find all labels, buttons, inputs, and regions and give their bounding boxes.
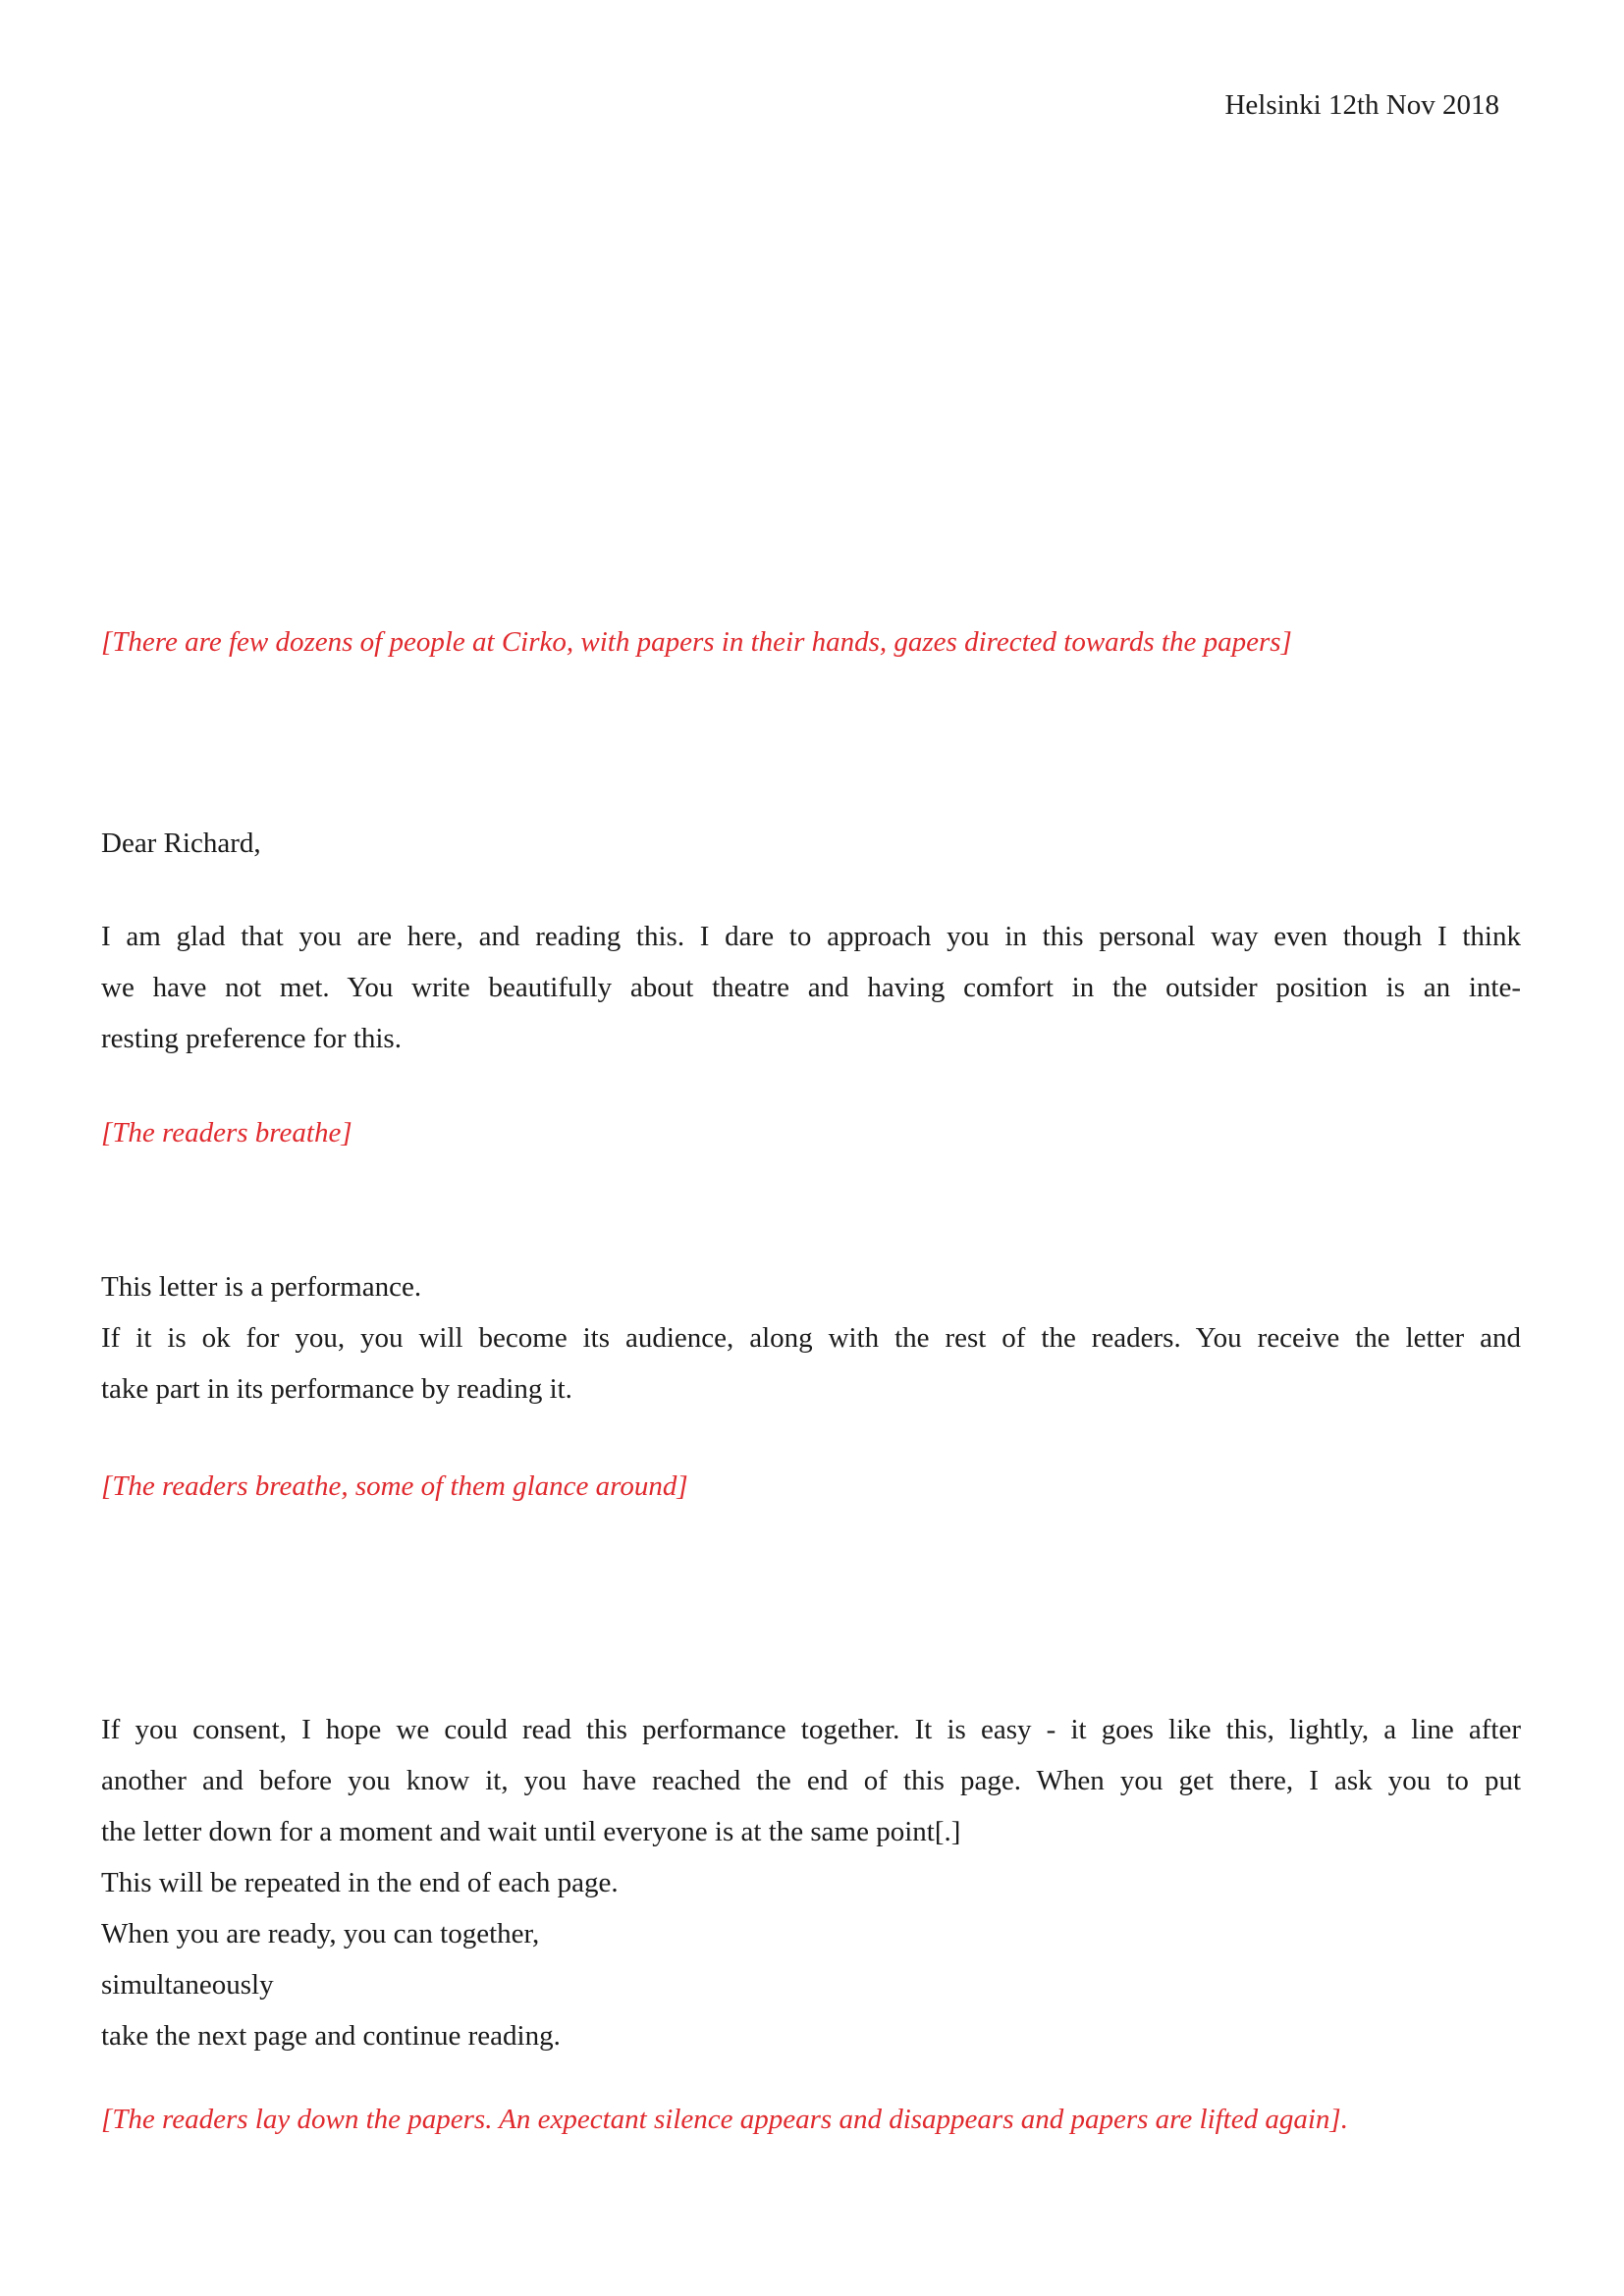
paragraph-line: take the next page and continue reading. (101, 2020, 561, 2052)
paragraph-line: take part in its performance by reading it. (101, 1373, 572, 1405)
paragraph-line: If it is ok for you, you will become its audience, along with the rest of the readers. You receive the letter and (101, 1322, 1521, 1354)
paragraph-line: another and before you know it, you have reached the end of this page. When you get there, I ask you to put (101, 1765, 1521, 1796)
stage-direction-closing: [The readers lay down the papers. An expectant silence appears and disappears and papers are lifted again]. (101, 2104, 1348, 2135)
salutation: Dear Richard, (101, 828, 261, 859)
paragraph-line: This letter is a performance. (101, 1271, 422, 1303)
stage-direction-breathe: [The readers breathe] (101, 1117, 352, 1148)
paragraph-intro (101, 911, 1521, 1064)
paragraph-line: simultaneously (101, 1969, 274, 2001)
paragraph-performance (101, 1261, 1521, 1415)
paragraph-line: resting preference for this. (101, 1023, 402, 1054)
paragraph-line: the letter down for a moment and wait until everyone is at the same point[.] (101, 1816, 961, 1847)
stage-direction-opening: [There are few dozens of people at Cirko, with papers in their hands, gazes directed towards the papers] (101, 626, 1292, 658)
stage-direction-glance: [The readers breathe, some of them glance around] (101, 1470, 688, 1502)
paragraph-instructions (101, 1704, 1521, 2061)
dateline: Helsinki 12th Nov 2018 (1224, 89, 1499, 121)
paragraph-line: This will be repeated in the end of each page. (101, 1867, 619, 1898)
paragraph-line: I am glad that you are here, and reading this. I dare to approach you in this personal way even though I think (101, 921, 1521, 952)
paragraph-line: If you consent, I hope we could read this performance together. It is easy - it goes like this, lightly, a line after (101, 1714, 1521, 1745)
paragraph-line: When you are ready, you can together, (101, 1918, 540, 1949)
paragraph-line: we have not met. You write beautifully about theatre and having comfort in the outsider position is an inte- (101, 972, 1521, 1003)
